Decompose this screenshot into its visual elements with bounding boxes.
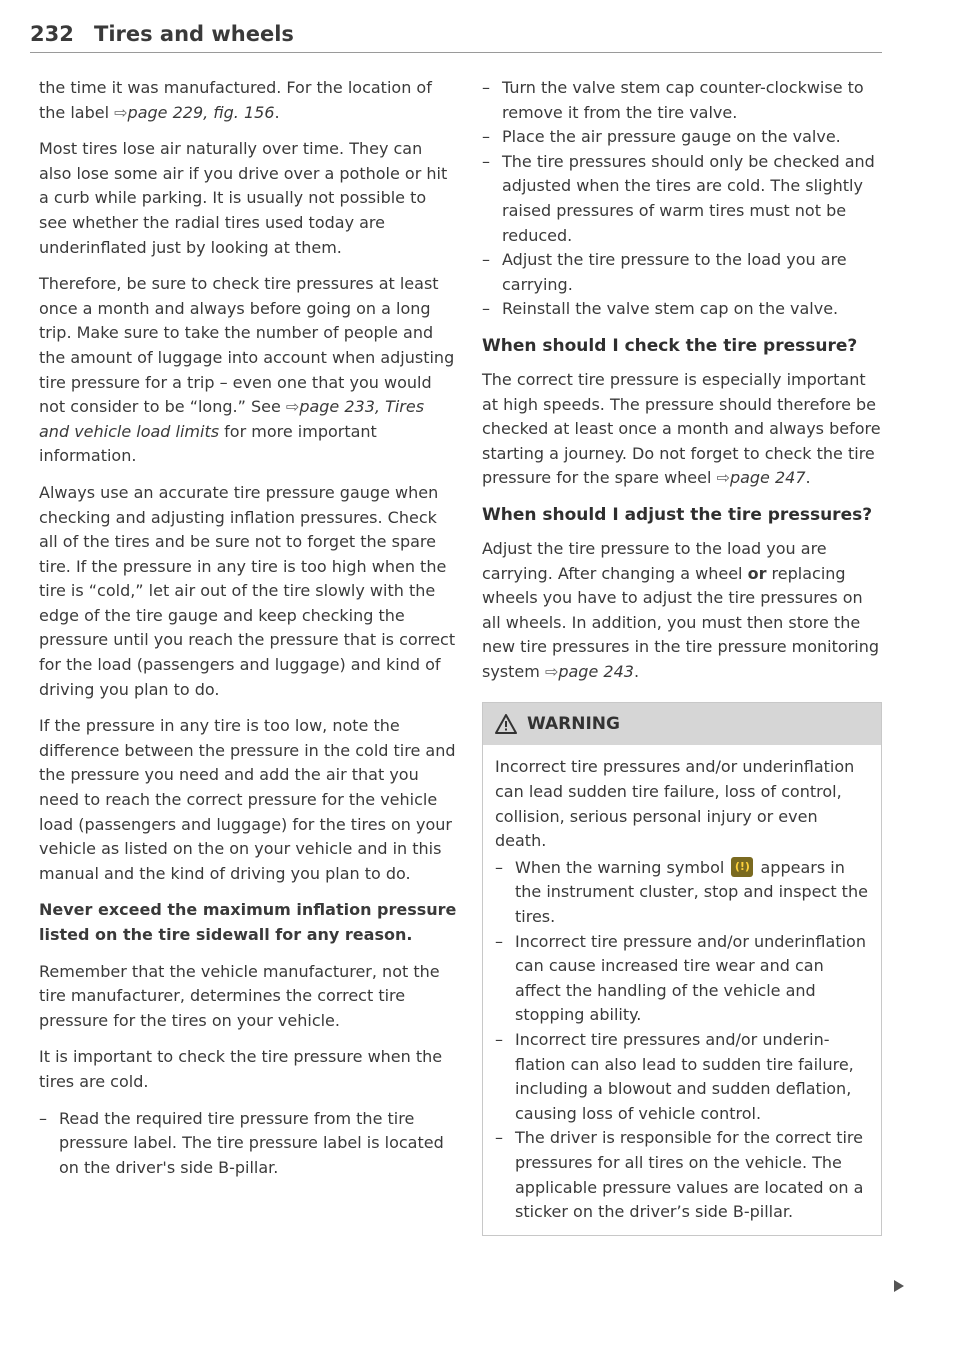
paragraph: the time it was manufactured. For the location of the label ⇨page 229, fig. 156. xyxy=(39,78,432,122)
warning-body xyxy=(483,745,881,1234)
list-item: – The tire pressures should only be checked and adjusted when the tires are cold. The slightly raised pressures of warm tires must not be reduced. xyxy=(482,150,882,248)
arrow-right-icon: ⇨ xyxy=(114,102,128,122)
paragraph: Always use an accurate tire pressure gauge when checking and adjusting inflation pressures. Check all of the tires and be sure not to forget the spare tire. If the pressure in any tire is too high when the tire is “cold,” let air out of the tire slowly with the edge of the tire gauge and keep checking the pressure until you reach the pressure that is correct for the load (passengers and luggage) and kind of driving you plan to do. xyxy=(39,482,456,699)
arrow-right-icon: ⇨ xyxy=(285,397,300,417)
paragraph: The correct tire pressure is especially important at high speeds. The pressure should therefore be checked at least once a month and always before starting a journey. Do not forget to check the tire pressure for the spare wheel ⇨page 247. xyxy=(482,369,881,488)
right-column xyxy=(482,76,882,1236)
list-item: – The driver is responsible for the correct tire pressures for all tires on the vehicle. The applicable pressure values are located on a sticker on the driver’s side B-pillar. xyxy=(495,1126,869,1224)
arrow-right-icon: ⇨ xyxy=(544,661,559,681)
step-list xyxy=(39,1107,457,1181)
paragraph: Adjust the tire pressure to the load you are carrying. After changing a wheel or replacing wheels you have to adjust the tire pressures on all wheels. In addition, you must then store the new tire pressures in the tire pressure monitoring system ⇨page 243. xyxy=(482,538,879,681)
arrow-right-icon: ⇨ xyxy=(716,468,730,488)
warning-box xyxy=(482,702,882,1235)
list-item: – Place the air pressure gauge on the valve. xyxy=(482,125,882,150)
page-reference-link[interactable]: ⇨page 243 xyxy=(544,661,634,681)
section-title: Tires and wheels xyxy=(94,22,294,46)
paragraph: If the pressure in any tire is too low, note the difference between the pressure in the cold tire and the pressure you need and add the air that you need to reach the correct pressure for the vehicle load (passengers and luggage) for the tires on your vehicle as listed on the on your vehicle and in this manual and the kind of driving you plan to do. xyxy=(39,716,456,883)
page-header xyxy=(30,22,882,53)
list-item: – Incorrect tire pressures and/or underinflation can also lead to sudden tire failure, including a blowout and sudden deflation, causing loss of vehicle control. xyxy=(495,1028,869,1126)
warning-triangle-icon xyxy=(495,714,517,734)
page-reference-link[interactable]: ⇨page 229, fig. 156 xyxy=(114,102,275,122)
list-item: – Incorrect tire pressure and/or underinflation can cause increased tire wear and can affect the handling of the vehicle and stopping ability. xyxy=(495,930,869,1028)
page-number: 232 xyxy=(30,22,74,46)
paragraph: Most tires lose air naturally over time. They can also lose some air if you drive over a pothole or hit a curb while parking. It is usually not possible to see whether the radial tires used today are underinflated just by looking at them. xyxy=(39,139,448,257)
list-item: – Turn the valve stem cap counter-clockwise to remove it from the tire valve. xyxy=(482,76,882,125)
bold-notice: Never exceed the maximum inflation pressure listed on the tire sidewall for any reason. xyxy=(39,900,457,944)
heading-check-pressure: When should I check the tire pressure? xyxy=(482,335,858,356)
left-column xyxy=(39,76,457,1192)
continue-arrow-icon xyxy=(894,1280,904,1292)
page-reference-link[interactable]: ⇨page 247 xyxy=(716,468,806,488)
list-item: – Adjust the tire pressure to the load you are carrying. xyxy=(482,248,882,297)
warning-header xyxy=(483,703,881,745)
list-item: – When the warning symbol (!) appears in the instrument cluster, stop and inspect the tires. xyxy=(495,856,869,930)
heading-adjust-pressure: When should I adjust the tire pressures? xyxy=(482,504,873,525)
list-item: – Reinstall the valve stem cap on the valve. xyxy=(482,297,882,322)
page-reference-link[interactable]: ⇨page 233, Tires and vehicle load limits xyxy=(39,397,425,441)
paragraph: Remember that the vehicle manufacturer, not the tire manufacturer, determines the correct tire pressure for the tires on your vehicle. xyxy=(39,961,440,1030)
list-item: – Read the required tire pressure from the tire pressure label. The tire pressure label is located on the driver's side B-pillar. xyxy=(39,1107,457,1181)
warning-intro: Incorrect tire pressures and/or underinflation can lead sudden tire failure, loss of control, collision, serious personal injury or even death. xyxy=(495,757,855,851)
tire-pressure-warning-icon xyxy=(731,857,753,877)
warning-title: WARNING xyxy=(527,714,620,735)
step-list xyxy=(482,76,882,322)
warning-list xyxy=(495,856,869,1225)
paragraph: Therefore, be sure to check tire pressures at least once a month and always before going on a long trip. Make sure to take the number of people and the amount of luggage into account when adjusting tire pressure for a trip – even one that you would not consider to be “long.” See ⇨page 233, Tires and vehicle load limits for more important information. xyxy=(39,274,455,466)
paragraph: It is important to check the tire pressure when the tires are cold. xyxy=(39,1047,443,1091)
